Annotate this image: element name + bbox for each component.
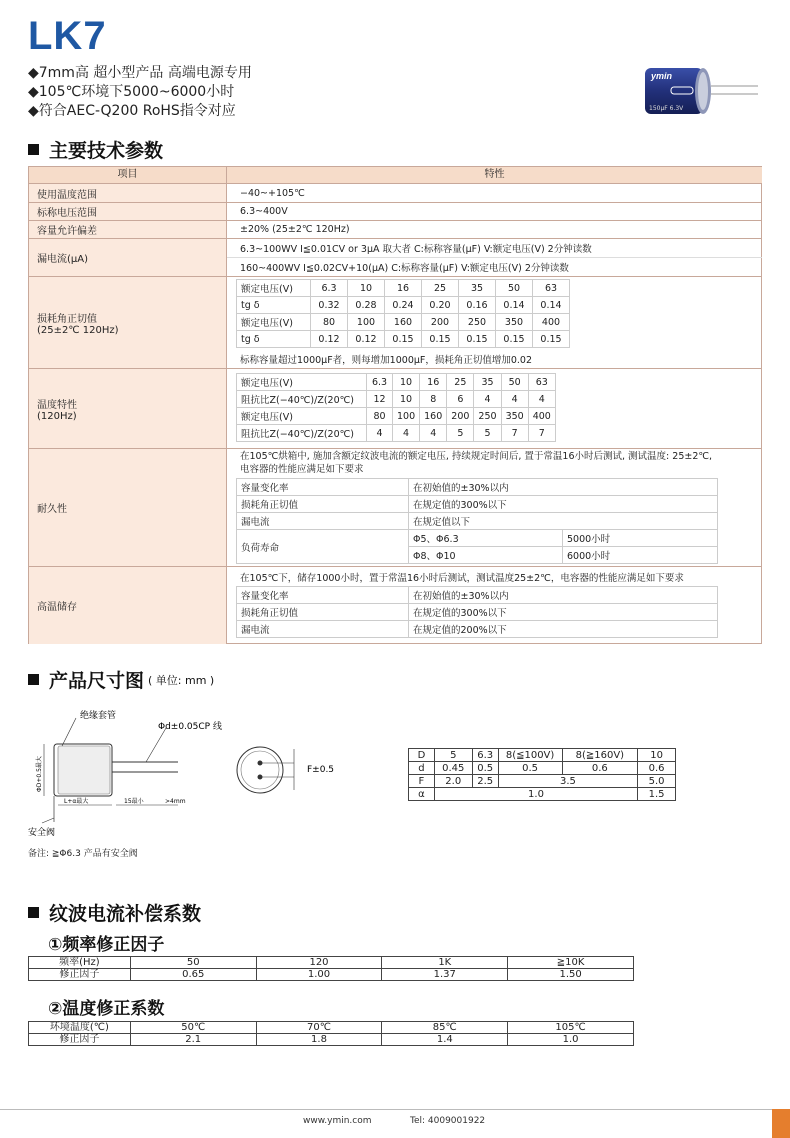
cell-value: 0.32 bbox=[311, 297, 348, 314]
temp-factor-row bbox=[29, 1034, 634, 1046]
cell-value: 5 bbox=[474, 425, 501, 442]
cell-value: 在规定值以下 bbox=[409, 513, 718, 530]
storage-row bbox=[237, 604, 718, 621]
row-label: 漏电流 bbox=[237, 621, 409, 638]
cell-value: 0.65 bbox=[130, 969, 256, 981]
heading-square-icon bbox=[28, 907, 39, 918]
cell-value: 7 bbox=[501, 425, 528, 442]
temp-char-label-line-2: (120Hz) bbox=[37, 410, 77, 422]
cell-value: 0.28 bbox=[348, 297, 385, 314]
cell-value: 50 bbox=[501, 374, 528, 391]
case-size: Φ8、Φ10 bbox=[409, 547, 563, 564]
temp-factor-title: ②温度修正系数 bbox=[48, 999, 165, 1019]
cell-value: 0.15 bbox=[385, 331, 422, 348]
cell-value: 400 bbox=[528, 408, 555, 425]
cell-value: 1.00 bbox=[256, 969, 382, 981]
capacitor-photo bbox=[641, 60, 759, 120]
dim-note: 备注: ≧Φ6.3 产品有安全阀 bbox=[28, 849, 138, 859]
lead-wire-label: Φd±0.05CP 线 bbox=[158, 722, 222, 732]
cell-value: 4 bbox=[474, 391, 501, 408]
row-label: 频率(Hz) bbox=[29, 957, 131, 969]
tan-label-line-1: 损耗角正切值 bbox=[37, 313, 97, 325]
footer-divider bbox=[0, 1109, 772, 1110]
spec-heading: 主要技术参数 bbox=[28, 136, 163, 163]
row-label: 额定电压(V) bbox=[237, 408, 367, 425]
leakage-line-2: 160~400WV I≦0.02CV+10(μA) C:标称容量(μF) V:额定电压(V) 2分钟读数 bbox=[227, 258, 762, 277]
temp-char-block bbox=[227, 369, 762, 449]
cell-value: 0.15 bbox=[422, 331, 459, 348]
dim-row-F: F 2.0 2.5 3.5 5.0 bbox=[409, 775, 676, 788]
cell-value: 5 bbox=[447, 425, 474, 442]
row-label: 额定电压(V) bbox=[237, 374, 367, 391]
vent-label: 安全阀 bbox=[28, 828, 56, 838]
cell-value: 80 bbox=[367, 408, 393, 425]
row-label: 阻抗比Z(−40℃)/Z(20℃) bbox=[237, 391, 367, 408]
cell-value: 10 bbox=[393, 391, 420, 408]
heading-square-icon bbox=[28, 674, 39, 685]
tan-table bbox=[236, 279, 570, 348]
cell-value: 1.50 bbox=[508, 969, 634, 981]
cell-value: 50 bbox=[130, 957, 256, 969]
cell-value: 0.15 bbox=[533, 331, 570, 348]
cell-value: 200 bbox=[422, 314, 459, 331]
product-title: LK7 bbox=[28, 14, 107, 58]
tan-block bbox=[227, 277, 762, 369]
endurance-text-1: 在105℃烘箱中, 施加含额定纹波电流的额定电压, 持续规定时间后, 置于常温16小时后测试, 测试温度: 25±2℃, bbox=[240, 451, 713, 462]
temp-char-row bbox=[237, 374, 556, 391]
storage-row bbox=[237, 621, 718, 638]
freq-title: ①频率修正因子 bbox=[48, 935, 165, 955]
cell-value: 25 bbox=[447, 374, 474, 391]
cell-value: 在规定值的300%以下 bbox=[409, 604, 718, 621]
cell-value: 1.0 bbox=[508, 1034, 634, 1046]
cell-value: 1K bbox=[382, 957, 508, 969]
cell-value: 70℃ bbox=[256, 1022, 382, 1034]
cell-value: 在初始值的±30%以内 bbox=[409, 587, 718, 604]
endurance-text-2: 电容器的性能应满足如下要求 bbox=[240, 464, 364, 475]
cell-value: 400 bbox=[533, 314, 570, 331]
dim-row-d: d 0.45 0.5 0.5 0.6 0.6 bbox=[409, 762, 676, 775]
tan-row bbox=[237, 314, 570, 331]
dimension-table bbox=[408, 748, 676, 801]
cell-value: 12 bbox=[367, 391, 393, 408]
row-label: 损耗角正切值 bbox=[237, 604, 409, 621]
freq-row bbox=[29, 957, 634, 969]
ripple-heading: 纹波电流补偿系数 bbox=[28, 899, 201, 926]
cell-value: 50℃ bbox=[130, 1022, 256, 1034]
cell-value: 0.12 bbox=[348, 331, 385, 348]
row-label: tg δ bbox=[237, 297, 311, 314]
cell-value: 350 bbox=[501, 408, 528, 425]
cell-value: 250 bbox=[459, 314, 496, 331]
endurance-block bbox=[227, 449, 762, 567]
cell-value: 6.3 bbox=[311, 280, 348, 297]
sleeve-marking: 150μF 6.3V bbox=[649, 105, 684, 112]
dim-row-D: D 5 6.3 8(≦100V) 8(≧160V) 10 bbox=[409, 749, 676, 762]
leakage-label: 漏电流(μA) bbox=[29, 239, 227, 277]
endurance-table bbox=[236, 478, 718, 564]
cell-value: 在规定值的200%以下 bbox=[409, 621, 718, 638]
dim-heading: 产品尺寸图 ( 单位: mm ) bbox=[28, 666, 214, 693]
cell-value: 16 bbox=[385, 280, 422, 297]
row-label: 损耗角正切值 bbox=[237, 496, 409, 513]
cell-value: 0.16 bbox=[459, 297, 496, 314]
dia-label: ΦD+0.5最大 bbox=[36, 756, 43, 792]
row-label: 漏电流 bbox=[237, 513, 409, 530]
temp-factor-row bbox=[29, 1022, 634, 1034]
load-life-row bbox=[237, 530, 718, 547]
row-label: 环境温度(℃) bbox=[29, 1022, 131, 1034]
cell-value: 50 bbox=[496, 280, 533, 297]
temp-char-table bbox=[236, 373, 556, 442]
freq-table bbox=[28, 956, 634, 981]
cell-value: ≧10K bbox=[508, 957, 634, 969]
cell-value: 105℃ bbox=[508, 1022, 634, 1034]
cell-value: 8 bbox=[420, 391, 447, 408]
endurance-row bbox=[237, 513, 718, 530]
cell-value: 在规定值的300%以下 bbox=[409, 496, 718, 513]
voltage-range-label: 标称电压范围 bbox=[29, 203, 227, 221]
dimension-drawing bbox=[28, 704, 368, 839]
cell-value: 100 bbox=[393, 408, 420, 425]
row-label: tg δ bbox=[237, 331, 311, 348]
temp-char-row bbox=[237, 425, 556, 442]
tan-note: 标称容量超过1000μF者，则每增加1000μF，损耗角正切值增加0.02 bbox=[240, 355, 533, 366]
endurance-row bbox=[237, 496, 718, 513]
tan-row bbox=[237, 280, 570, 297]
dim-unit: ( 单位: mm ) bbox=[148, 673, 215, 687]
voltage-range-value: 6.3~400V bbox=[227, 203, 762, 221]
row-label: 容量变化率 bbox=[237, 479, 409, 496]
temp-char-row bbox=[237, 408, 556, 425]
len-label: L+α最大 bbox=[64, 798, 89, 805]
cell-value: 2.1 bbox=[130, 1034, 256, 1046]
cap-tol-label: 容量允许偏差 bbox=[29, 221, 227, 239]
storage-block bbox=[227, 567, 762, 644]
storage-table bbox=[236, 586, 718, 638]
temp-range-value: −40~+105℃ bbox=[227, 184, 762, 203]
tan-label bbox=[29, 277, 227, 369]
lead-15-label: 15最小 bbox=[124, 798, 144, 805]
row-label: 修正因子 bbox=[29, 1034, 131, 1046]
cell-value: 160 bbox=[420, 408, 447, 425]
cell-value: 4 bbox=[393, 425, 420, 442]
cell-value: 0.14 bbox=[533, 297, 570, 314]
cell-value: 1.37 bbox=[382, 969, 508, 981]
cell-value: 0.15 bbox=[496, 331, 533, 348]
cell-value: 7 bbox=[528, 425, 555, 442]
cell-value: 63 bbox=[533, 280, 570, 297]
cell-value: 0.12 bbox=[311, 331, 348, 348]
cell-value: 35 bbox=[474, 374, 501, 391]
cell-value: 100 bbox=[348, 314, 385, 331]
brand-logo: ymin bbox=[651, 71, 673, 81]
spec-table bbox=[28, 166, 762, 644]
feature-2: ◆105℃环境下5000~6000小时 bbox=[28, 84, 235, 100]
cell-value: 120 bbox=[256, 957, 382, 969]
leakage-line-1: 6.3~100WV I≦0.01CV or 3μA 取大者 C:标称容量(μF) V:额定电压(V) 2分钟读数 bbox=[227, 239, 762, 258]
cell-value: 80 bbox=[311, 314, 348, 331]
life-hours: 6000小时 bbox=[563, 547, 718, 564]
cell-value: 4 bbox=[528, 391, 555, 408]
footer-accent-bar bbox=[772, 1109, 790, 1138]
cell-value: 85℃ bbox=[382, 1022, 508, 1034]
row-label: 容量变化率 bbox=[237, 587, 409, 604]
temp-char-row bbox=[237, 391, 556, 408]
storage-label: 高温储存 bbox=[29, 567, 227, 644]
row-label: 额定电压(V) bbox=[237, 314, 311, 331]
cell-value: 350 bbox=[496, 314, 533, 331]
cap-tol-value: ±20% (25±2℃ 120Hz) bbox=[227, 221, 762, 239]
cell-value: 4 bbox=[367, 425, 393, 442]
freq-row bbox=[29, 969, 634, 981]
load-life-label: 负荷寿命 bbox=[237, 530, 409, 564]
lead-4-label: >4mm bbox=[165, 798, 186, 805]
cell-value: 10 bbox=[348, 280, 385, 297]
sleeve-label: 绝缘套管 bbox=[80, 711, 117, 721]
cell-value: 6.3 bbox=[367, 374, 393, 391]
footer-website: www.ymin.com bbox=[303, 1116, 372, 1126]
heading-square-icon bbox=[28, 144, 39, 155]
temp-factor-table bbox=[28, 1021, 634, 1046]
storage-row bbox=[237, 587, 718, 604]
tan-row bbox=[237, 297, 570, 314]
feature-3: ◆符合AEC-Q200 RoHS指令对应 bbox=[28, 103, 236, 119]
col-char-header: 特性 bbox=[227, 167, 762, 184]
cell-value: 63 bbox=[528, 374, 555, 391]
dim-row-alpha: α 1.0 1.5 bbox=[409, 788, 676, 801]
f-pitch-label: F±0.5 bbox=[307, 765, 335, 775]
cell-value: 0.14 bbox=[496, 297, 533, 314]
tan-label-line-2: (25±2℃ 120Hz) bbox=[37, 324, 119, 336]
cell-value: 1.4 bbox=[382, 1034, 508, 1046]
cell-value: 4 bbox=[420, 425, 447, 442]
row-label: 阻抗比Z(−40℃)/Z(20℃) bbox=[237, 425, 367, 442]
temp-char-label bbox=[29, 369, 227, 449]
cell-value: 0.15 bbox=[459, 331, 496, 348]
temp-char-label-line-1: 温度特性 bbox=[37, 399, 77, 411]
cell-value: 250 bbox=[474, 408, 501, 425]
tan-row bbox=[237, 331, 570, 348]
cell-value: 25 bbox=[422, 280, 459, 297]
case-size: Φ5、Φ6.3 bbox=[409, 530, 563, 547]
temp-range-label: 使用温度范围 bbox=[29, 184, 227, 203]
col-item-header: 项目 bbox=[29, 167, 227, 184]
cell-value: 在初始值的±30%以内 bbox=[409, 479, 718, 496]
feature-1: ◆7mm高 超小型产品 高端电源专用 bbox=[28, 65, 252, 81]
cell-value: 4 bbox=[501, 391, 528, 408]
cell-value: 6 bbox=[447, 391, 474, 408]
cell-value: 0.24 bbox=[385, 297, 422, 314]
footer-tel: Tel: 4009001922 bbox=[410, 1116, 486, 1126]
row-label: 修正因子 bbox=[29, 969, 131, 981]
cell-value: 160 bbox=[385, 314, 422, 331]
storage-text: 在105℃下，储存1000小时，置于常温16小时后测试，测试温度25±2℃，电容器的性能应满足如下要求 bbox=[240, 573, 684, 584]
cell-value: 0.20 bbox=[422, 297, 459, 314]
cell-value: 10 bbox=[393, 374, 420, 391]
endurance-label: 耐久性 bbox=[29, 449, 227, 567]
cell-value: 16 bbox=[420, 374, 447, 391]
row-label: 额定电压(V) bbox=[237, 280, 311, 297]
cell-value: 1.8 bbox=[256, 1034, 382, 1046]
cell-value: 200 bbox=[447, 408, 474, 425]
life-hours: 5000小时 bbox=[563, 530, 718, 547]
endurance-row bbox=[237, 479, 718, 496]
cell-value: 35 bbox=[459, 280, 496, 297]
